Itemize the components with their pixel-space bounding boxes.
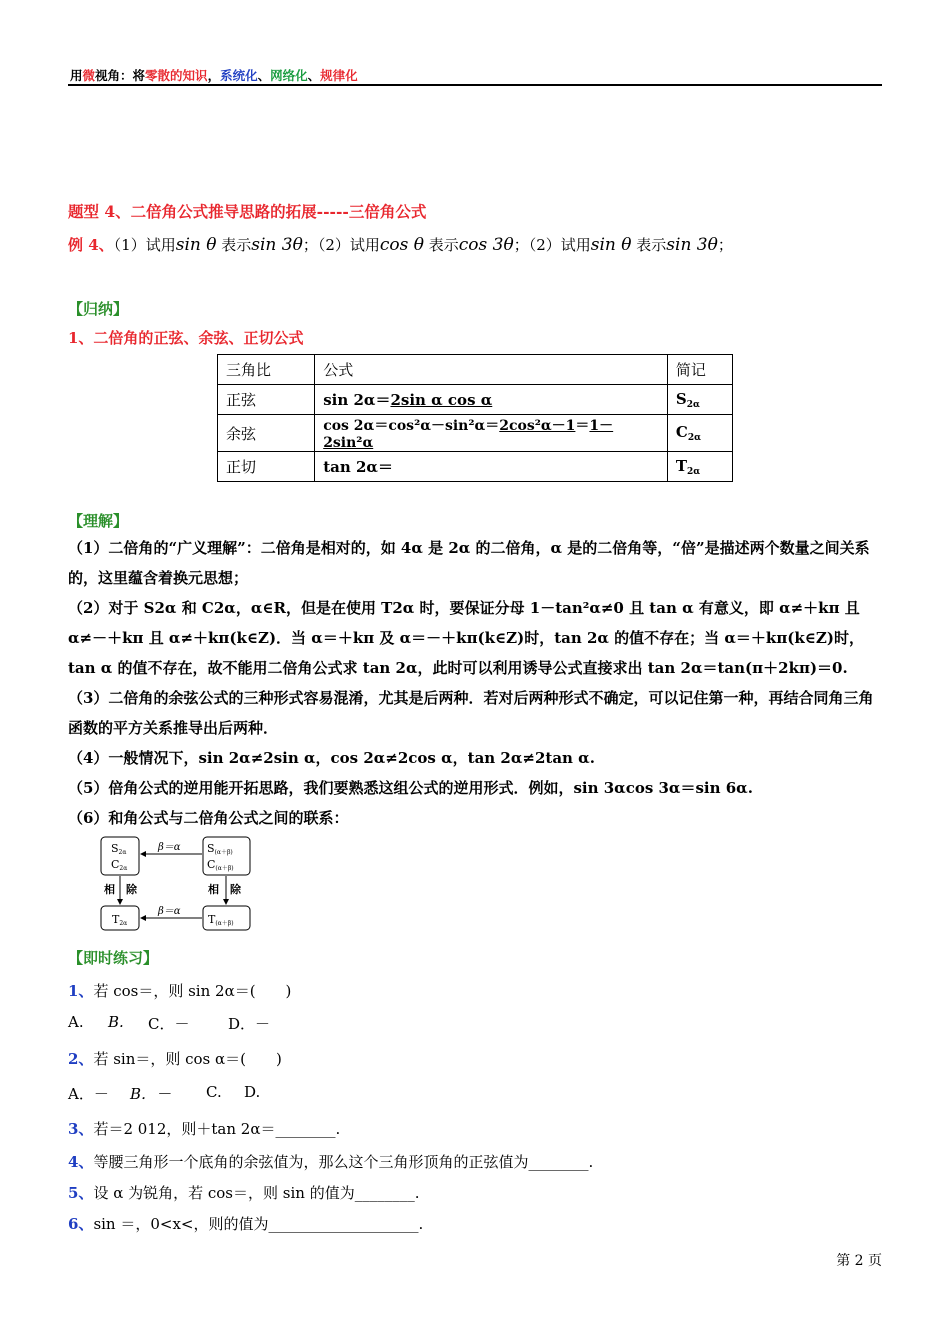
- example-text: （1）试用: [113, 236, 176, 254]
- question-text: 若 sin＝，则 cos α＝( ): [93, 1050, 282, 1068]
- header-divider: [68, 84, 882, 86]
- table-cell: [315, 385, 668, 415]
- question-text: 若＝2 012，则＋tan 2α＝________.: [93, 1120, 341, 1138]
- q1-option-a: A.: [68, 1013, 84, 1031]
- question-5: [68, 1182, 419, 1203]
- formula: sin θ: [590, 235, 632, 255]
- formula: sin 3θ: [666, 235, 718, 255]
- abbr: T: [675, 456, 688, 475]
- example-text: ；（2）试用: [302, 236, 380, 254]
- table-header: 三角比: [218, 355, 315, 385]
- header-text: 、: [307, 68, 321, 83]
- table-header: 简记: [667, 355, 732, 385]
- diagram-arrow-label: β＝α: [158, 906, 181, 917]
- question-number: 4、: [68, 1153, 94, 1171]
- question-4: [68, 1151, 593, 1172]
- question-6: [68, 1213, 423, 1234]
- diagram-label: T2α: [112, 913, 128, 927]
- formula: cos 3θ: [458, 235, 514, 255]
- diagram-divide-label: 相 除: [208, 883, 241, 896]
- table-cell: [667, 415, 732, 452]
- question-2: [68, 1048, 282, 1069]
- arrowhead-bottom: [140, 915, 146, 921]
- double-angle-table: [217, 354, 733, 482]
- table-header-row: [218, 355, 733, 385]
- header-text: 零散的知识: [145, 68, 208, 83]
- header-text: 规律化: [320, 68, 358, 83]
- formula-answer: 1－2sin²α: [323, 418, 614, 451]
- understanding-p3: （3）二倍角的余弦公式的三种形式容易混淆，尤其是后两种．若对后两种形式不确定，可以记住第一种，再结合同角三角函数的平方关系推导出后两种．: [68, 689, 874, 737]
- question-number: 5、: [68, 1184, 94, 1202]
- table-row: [218, 415, 733, 452]
- formula: sin 3θ: [251, 235, 303, 255]
- diagram-label: S2α: [111, 842, 127, 856]
- diagram-divide-label: 相 除: [104, 883, 137, 896]
- diagram-label: C2α: [111, 858, 128, 872]
- header-text: 用: [70, 68, 83, 83]
- understanding-p2: （2）对于 S2α 和 C2α，α∈R，但是在使用 T2α 时，要保证分母 1－tan²α≠0 且 tan α 有意义，即 α≠＋kπ 且 α≠－＋kπ 且 α≠＋kπ(k∈Z)．当 α＝＋kπ 及 α＝－＋kπ(k∈Z)时，tan 2α 的值不存在；当 α＝＋kπ(k∈Z)时，tan α 的值不存在，故不能用二倍角公式求 tan 2α，此时可以利用诱导公式直接求出 tan 2α＝tan(π＋2kπ)＝0.: [68, 599, 864, 677]
- formula: sin 2α＝: [323, 391, 391, 409]
- question-number: 2、: [68, 1050, 94, 1068]
- question-number: 6、: [68, 1215, 94, 1233]
- example-text: ；: [717, 236, 733, 254]
- table-cell: 余弦: [218, 415, 315, 452]
- diagram-label: C(α＋β): [207, 858, 234, 872]
- q1-option-b: B.: [108, 1013, 124, 1031]
- table-cell: [315, 452, 668, 482]
- table-row: [218, 385, 733, 415]
- understanding-p4: （4）一般情况下，sin 2α≠2sin α，cos 2α≠2cos α，tan 2α≠2tan α.: [68, 749, 595, 767]
- question-text: 等腰三角形一个底角的余弦值为，那么这个三角形顶角的正弦值为________.: [93, 1153, 594, 1171]
- question-text: 若 cos＝，则 sin 2α＝( ): [93, 982, 292, 1000]
- section-title: 题型 4、二倍角公式推导思路的拓展-----三倍角公式: [68, 202, 427, 221]
- question-number: 1、: [68, 982, 94, 1000]
- arrowhead-right-down: [223, 899, 229, 905]
- header-text: 系统化: [220, 68, 258, 83]
- header-text: ，: [207, 68, 221, 83]
- example-line: [68, 234, 733, 255]
- example-text: 表示: [631, 236, 667, 254]
- formula: ＝: [575, 418, 590, 434]
- formula: tan 2α＝: [323, 458, 393, 476]
- table-cell: [667, 452, 732, 482]
- q1-option-c: C．－: [148, 1015, 190, 1033]
- table-cell: [315, 415, 668, 452]
- abbr: C: [675, 423, 688, 441]
- q2-option-a: A．－: [68, 1085, 109, 1103]
- q2-option-d: D.: [244, 1083, 261, 1101]
- table-header: 公式: [315, 355, 668, 385]
- header-text: 微: [82, 68, 96, 83]
- diagram-arrow-label: β＝α: [158, 842, 181, 853]
- example-text: ；（2）试用: [513, 236, 591, 254]
- question-text: 设 α 为锐角，若 cos＝，则 sin 的值为________.: [93, 1184, 420, 1202]
- example-label: 例 4、: [68, 236, 114, 254]
- table-cell: 正弦: [218, 385, 315, 415]
- abbr: S: [675, 389, 687, 408]
- formula: sin θ: [175, 235, 217, 255]
- formula: cos θ: [379, 235, 424, 255]
- question-number: 3、: [68, 1120, 94, 1138]
- header-text: 视角：将: [95, 68, 146, 83]
- example-text: 表示: [216, 236, 252, 254]
- abbr-sub: 2α: [687, 466, 701, 477]
- understanding-p1: （1）二倍角的“广义理解”：二倍角是相对的，如 4α 是 2α 的二倍角，α 是的二倍角等，“倍”是描述两个数量之间关系的，这里蕴含着换元思想；: [68, 539, 870, 587]
- question-1: [68, 980, 291, 1001]
- diagram-label: S(α＋β): [207, 842, 233, 856]
- abbr-sub: 2α: [686, 399, 700, 410]
- formula-relation-diagram: [100, 836, 252, 932]
- understanding-p6: （6）和角公式与二倍角公式之间的联系：: [68, 809, 349, 827]
- abbr-sub: 2α: [687, 433, 702, 443]
- q2-option-c: C.: [206, 1083, 222, 1101]
- formula: cos 2α＝cos²α－sin²α＝: [323, 418, 500, 434]
- header-text: 、: [257, 68, 271, 83]
- summary-item-title: 1、二倍角的正弦、余弦、正切公式: [68, 329, 304, 347]
- understanding-heading: 【理解】: [68, 512, 129, 530]
- diagram-label: T(α＋β): [208, 913, 234, 927]
- understanding-p5: （5）倍角公式的逆用能开拓思路，我们要熟悉这组公式的逆用形式．例如，sin 3αcos 3α＝sin 6α.: [68, 779, 753, 797]
- table-cell: 正切: [218, 452, 315, 482]
- formula-answer: 2sin α cos α: [390, 391, 493, 409]
- table-row: [218, 452, 733, 482]
- header-text: 网络化: [270, 68, 308, 83]
- page-number: 第 2 页: [836, 1253, 882, 1269]
- example-text: 表示: [424, 236, 459, 254]
- table-cell: [667, 385, 732, 415]
- q1-option-d: D．－: [228, 1015, 271, 1033]
- page-header: [70, 66, 358, 84]
- arrowhead-top: [140, 851, 146, 857]
- formula-answer: 2cos²α－1: [499, 418, 576, 434]
- q2-option-b: B．－: [130, 1085, 172, 1103]
- question-text: sin ＝，0<x<，则的值为____________________.: [93, 1215, 424, 1233]
- summary-heading: 【归纳】: [68, 300, 129, 318]
- practice-heading: 【即时练习】: [68, 949, 159, 967]
- arrowhead-left-down: [117, 899, 123, 905]
- question-3: [68, 1118, 340, 1139]
